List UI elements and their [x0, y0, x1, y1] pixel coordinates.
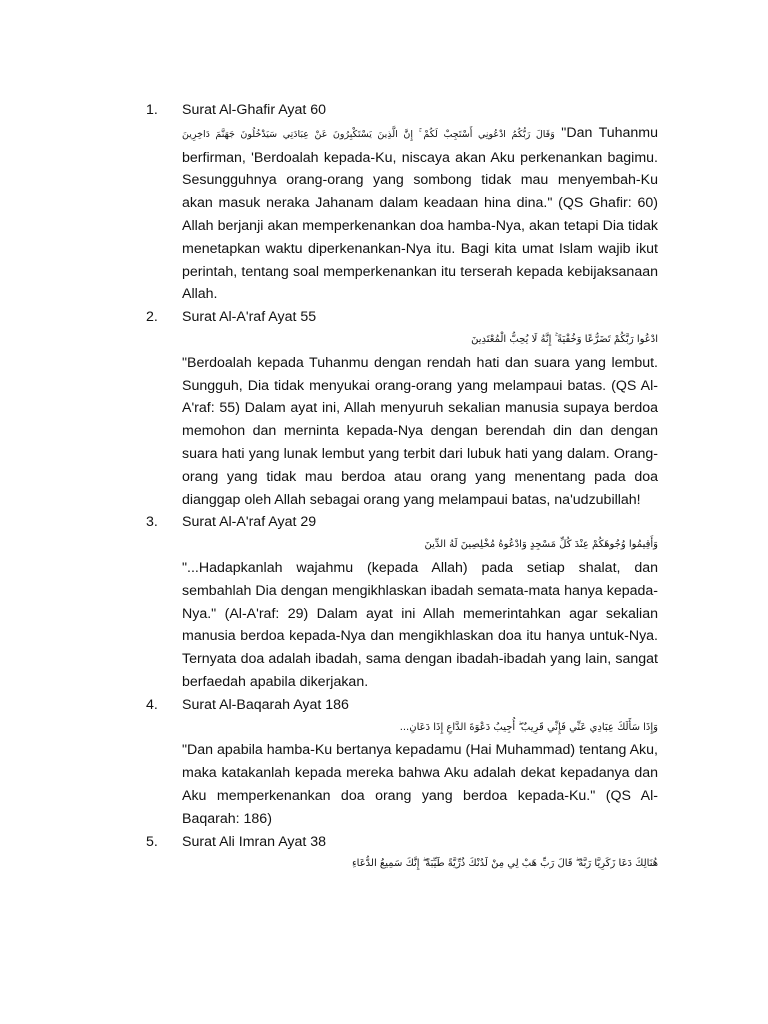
item-title: Surat Al-Ghafir Ayat 60 — [182, 102, 327, 118]
arabic-verse: ادْعُوا رَبَّكُمْ تَضَرُّعًا وَخُفْيَةً ۚ إِنَّهُ لَا يُحِبُّ الْمُعْتَدِينَ — [471, 333, 658, 345]
item-number: 4. — [146, 696, 158, 713]
list-item-4 — [146, 694, 658, 831]
item-number: 1. — [146, 102, 158, 118]
list-item-5 — [146, 831, 658, 877]
item-title: Surat Al-Baqarah Ayat 186 — [182, 696, 349, 713]
list-item-2 — [146, 306, 658, 511]
list-item-1 — [146, 99, 658, 306]
item-title: Surat Al-A'raf Ayat 55 — [182, 309, 317, 326]
item-body — [182, 122, 658, 306]
arabic-verse: وَأَقِيمُوا وُجُوهَكُمْ عِنْدَ كُلِّ مَسْجِدٍ وَادْعُوهُ مُخْلِصِينَ لَهُ الدِّينَ — [424, 539, 658, 551]
item-number: 5. — [146, 833, 158, 850]
item-number: 3. — [146, 514, 158, 531]
arabic-verse: هُنَالِكَ دَعَا زَكَرِيَّا رَبَّهُ ۖ قَالَ رَبِّ هَبْ لِي مِنْ لَدُنْكَ ذُرِّيَّةً طَيِّبَةً ۖ إِنَّكَ سَمِيعُ الدُّعَاءِ — [351, 858, 658, 870]
arabic-verse: وَقَالَ رَبُّكُمُ ادْعُونِي أَسْتَجِبْ لَكُمْ ۚ إِنَّ الَّذِينَ يَسْتَكْبِرُونَ عَنْ عِبَادَتِي سَيَدْخُلُونَ جَهَنَّمَ دَاخِرِينَ — [182, 128, 555, 140]
arabic-verse: وَإِذَا سَأَلَكَ عِبَادِي عَنِّي فَإِنِّي قَرِيبٌ ۖ أُجِيبُ دَعْوَةَ الدَّاعِ إِذَا دَعَانِ... — [399, 721, 658, 733]
item-title: Surat Ali Imran Ayat 38 — [182, 833, 327, 850]
item-text: "Dan Tuhanmu berfirman, 'Berdoalah kepada-Ku, niscaya akan Aku perkenankan bagimu. Sesungguhnya orang-orang yang sombong tidak mau menyembah-Ku akan masuk neraka Jahanam dalam keadaan hina dina." (QS Ghafir: 60) Allah berjanji akan memperkenankan doa hamba-Nya, akan tetapi Dia tidak menetapkan waktu diperkenankan-Nya itu. Bagi kita umat Islam wajib ikut perintah, tentang soal memperkenankan itu terserah kepada kebijaksanaan Allah. — [182, 124, 658, 303]
item-title: Surat Al-A'raf Ayat 29 — [182, 514, 317, 531]
item-number: 2. — [146, 309, 158, 326]
ayat-list — [146, 99, 658, 876]
item-text: "Dan apabila hamba-Ku bertanya kepadamu (Hai Muhammad) tentang Aku, maka katakanlah kepada mereka bahwa Aku adalah dekat kepadanya dan Aku memperkenankan doa orang yang berdoa kepada-Ku." (QS Al-Baqarah: 186) — [182, 742, 658, 827]
item-text: "...Hadapkanlah wajahmu (kepada Allah) pada setiap shalat, dan sembahlah Dia dengan mengikhlaskan ibadah semata-mata hanya kepada-Nya." (Al-A'raf: 29) Dalam ayat ini Allah memerintahkan agar sekalian manusia berdoa kepada-Nya dan mengikhlaskan doa itu hanya untuk-Nya. Ternyata doa adalah ibadah, sama dengan ibadah-ibadah yang lain, sangat berfaedah apabila dikerjakan. — [182, 559, 658, 690]
list-item-3 — [146, 511, 658, 693]
item-text: "Berdoalah kepada Tuhanmu dengan rendah hati dan suara yang lembut. Sungguh, Dia tidak menyukai orang-orang yang melampaui batas. (QS Al-A'raf: 55) Dalam ayat ini, Allah menyuruh sekalian manusia supaya berdoa memohon dan merninta kepada-Nya dengan berendah din dan dengan suara hati yang lunak lembut yang terbit dari lubuk hati yang dalam. Orang-orang yang tidak mau berdoa atau orang yang menentang pada doa dianggap oleh Allah sebagai orang yang melampaui batas, na'udzubillah! — [182, 354, 658, 508]
